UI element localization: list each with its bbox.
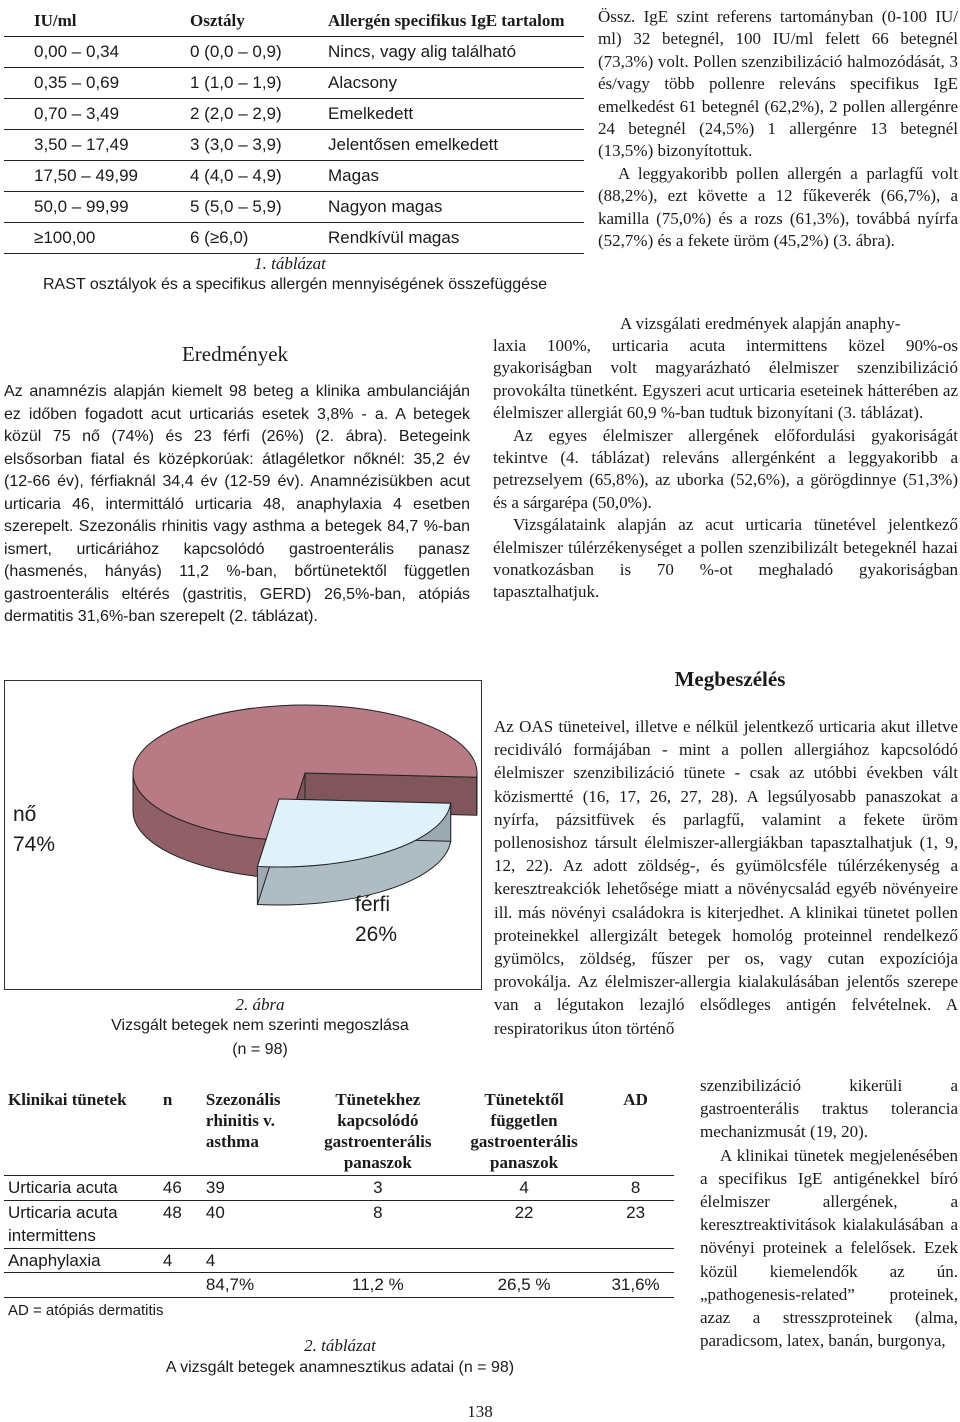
paragraph-anaphylaxia-start: A vizsgálati eredmények alapján anaphy- bbox=[620, 313, 958, 335]
table-cell: 8 bbox=[305, 1200, 451, 1248]
table-cell: Jelentősen emelkedett bbox=[324, 130, 584, 161]
table-header-cell: Osztály bbox=[166, 6, 324, 37]
table-cell: 23 bbox=[597, 1200, 674, 1248]
table-cell: 50,0 – 99,99 bbox=[4, 192, 166, 223]
table-cell: 39 bbox=[202, 1176, 305, 1201]
anamnestic-data-table bbox=[4, 1087, 674, 1298]
results-paragraph bbox=[4, 381, 470, 629]
table-cell: 4 bbox=[159, 1248, 202, 1273]
table-cell: Alacsony bbox=[324, 68, 584, 99]
table-row bbox=[4, 1273, 674, 1298]
table-row bbox=[4, 130, 584, 161]
section-heading-results: Eredmények bbox=[0, 342, 470, 367]
table2-caption-number: 2. táblázat bbox=[140, 1336, 540, 1356]
table-header-cell: AD bbox=[597, 1087, 674, 1176]
table-cell: 6 (≥6,0) bbox=[166, 223, 324, 254]
table-cell bbox=[159, 1273, 202, 1298]
table-row bbox=[4, 223, 584, 254]
table-cell: 3 (3,0 – 3,9) bbox=[166, 130, 324, 161]
table-row bbox=[4, 68, 584, 99]
anamnestic-table-body bbox=[4, 1176, 674, 1298]
table-cell: 5 (5,0 – 5,9) bbox=[166, 192, 324, 223]
table-cell: 48 bbox=[159, 1200, 202, 1248]
table1-caption-text: RAST osztályok és a specifikus allergén mennyiségének összefüggése bbox=[0, 276, 590, 294]
table-cell: 3,50 – 17,49 bbox=[4, 130, 166, 161]
table-header-cell: Klinikai tünetek bbox=[4, 1087, 159, 1176]
figure-2-caption-number: 2. ábra bbox=[40, 995, 480, 1015]
discussion-paragraph-1-cont: szenzibilizáció kikerüli a gastroenterális traktus tolerancia mechanizmusát (19, 20). bbox=[700, 1074, 958, 1144]
table-cell: 17,50 – 49,99 bbox=[4, 161, 166, 192]
table-header-row bbox=[4, 1087, 674, 1176]
table-cell bbox=[4, 1273, 159, 1298]
table-cell: 22 bbox=[451, 1200, 597, 1248]
table-cell: Magas bbox=[324, 161, 584, 192]
table1-caption-number: 1. táblázat bbox=[0, 254, 580, 274]
table-row bbox=[4, 37, 584, 68]
right-column-mid bbox=[493, 335, 958, 604]
table2-caption-text: A vizsgált betegek anamnesztikus adatai (n = 98) bbox=[100, 1359, 580, 1377]
table2-footnote: AD = atópiás dermatitis bbox=[8, 1302, 164, 1319]
table-cell: Emelkedett bbox=[324, 99, 584, 130]
table-header-cell: n bbox=[159, 1087, 202, 1176]
paragraph-food-allergens: Az egyes élelmiszer allergének előfordulási gyakoriságát tekintve (4. táblázat) releváns allergénként a leggyakoribb a petrezselyem (65,8%), az uborka (52,6%), a görögdinnye (51,3%) és a sárgarépa (50,0%). bbox=[493, 425, 958, 515]
table-header-cell: Tünetektől független gastroenterális panaszok bbox=[451, 1087, 597, 1176]
results-text: Az anamnézis alapján kiemelt 98 beteg a klinika ambulanciáján ez időben fogadott acut urticariás esetek 3,8% - a. A betegek közül 75 nő (74%) és 23 férfi (26%) (2. ábra). Betegeink elsősorban fiatal és középkorúak: átlagéletkor nőknél: 35,2 év (12-66 év), férfiaknál 34,4 év (12-59 év). Anamnézisükben acut urticaria 46, intermittáló urticaria 48, anaphylaxia 4 esetben szerepelt. Szezonális rhinitis vagy asthma a betegek 84,7 %-ban ismert, urticáriához kapcsolódó gastroenterális panasz (hasmenés, hányás) 11,2 %-ban, bőrtünetektől független gastroenterális eltérés (gastritis, GERD) 26,5%-ban, atópiás dermatitis 31,6%-ban szerepelt (2. táblázat). bbox=[4, 383, 470, 625]
table-cell: Nincs, vagy alig található bbox=[324, 37, 584, 68]
paragraph-conclusion: Vizsgálataink alapján az acut urticaria tünetével jelentkező élelmiszer túlérzékenységet a pollen szenzibilizált betegeknél hazai vonatkozásban is 70 %-ot meghaladó gyakoriságban tapasztalhatjuk. bbox=[493, 514, 958, 604]
table-row bbox=[4, 161, 584, 192]
figure-2-caption-n: (n = 98) bbox=[40, 1041, 480, 1059]
table-cell bbox=[305, 1248, 451, 1273]
discussion-paragraph-1: Az OAS tüneteivel, illetve e nélkül jelentkező urticaria akut illetve recidiváló formájában - mint a pollen allergiához kapcsolódó élelmiszer szenzibilizáció tünete - csak az utóbbi években vált közismertté (16, 17, 26, 27, 28). A legsúlyosabb panaszokat a nyírfa, pázsitfüvek és parlagfű, valamint a fekete üröm pollenosishoz társult élelmiszer-allergiákban tapasztalhatjuk (1, 9, 12, 22). Az adott zöldség-, és gyümölcsféle túlérzékenység a keresztreakciók lehetősége miatt a növénycsalád egyéb növényeire ill. más növényi családokra is kiterjedhet. A klinikai tünetet pollen proteinekkel allergizált betegek homológ proteinnel rendelkező gyümölcs, zöldség, fűszer per os, vagy cutan expozíciója provokálja. Az élelmiszer-allergia kialakulásában jelentős szerepe van a légutakon lezajló elsődleges antigén felvételnek. A respiratorikus úton történő bbox=[494, 715, 958, 1040]
table-cell: 8 bbox=[597, 1176, 674, 1201]
table-cell: 4 bbox=[451, 1176, 597, 1201]
table-cell: Anaphylaxia bbox=[4, 1248, 159, 1273]
table-header-cell: IU/ml bbox=[4, 6, 166, 37]
gender-pie-chart bbox=[5, 681, 481, 989]
section-heading-discussion: Megbeszélés bbox=[610, 667, 850, 692]
table-cell: 0 (0,0 – 0,9) bbox=[166, 37, 324, 68]
discussion-text-narrow bbox=[700, 1074, 958, 1352]
table-header-cell: Szezonális rhinitis v. asthma bbox=[202, 1087, 305, 1176]
table-cell: 0,35 – 0,69 bbox=[4, 68, 166, 99]
table-cell: Urticaria acuta intermittens bbox=[4, 1200, 159, 1248]
table-header-cell: Allergén specifikus IgE tartalom bbox=[324, 6, 584, 37]
page-number: 138 bbox=[440, 1402, 520, 1422]
table-row bbox=[4, 99, 584, 130]
table-row bbox=[4, 192, 584, 223]
table-cell: 40 bbox=[202, 1200, 305, 1248]
table-cell bbox=[451, 1248, 597, 1273]
pie-label: 74% bbox=[13, 833, 55, 856]
table-header-cell: Tünetekhez kapcsolódó gastroenterális panaszok bbox=[305, 1087, 451, 1176]
table-cell: 11,2 % bbox=[305, 1273, 451, 1298]
table-header-row bbox=[4, 6, 584, 37]
table-cell: 1 (1,0 – 1,9) bbox=[166, 68, 324, 99]
table-cell: 4 (4,0 – 4,9) bbox=[166, 161, 324, 192]
table-cell: ≥100,00 bbox=[4, 223, 166, 254]
table-cell: 3 bbox=[305, 1176, 451, 1201]
figure-2-frame bbox=[4, 680, 482, 990]
table-cell: 0,70 – 3,49 bbox=[4, 99, 166, 130]
table-cell: 0,00 – 0,34 bbox=[4, 37, 166, 68]
table-cell: Rendkívül magas bbox=[324, 223, 584, 254]
paragraph-ige: Össz. IgE szint referens tartományban (0-100 IU/ ml) 32 betegnél, 100 IU/ml felett 66 betegnél (73,3%) volt. Pollen szenzibilizáció halmozódását, 3 és/vagy több pollenre releváns specifikus IgE emelkedést 61 betegnél (62,2%), 2 pollen allergénre 24 betegnél (24,5%) 1 allergénre 13 betegnél (13,5%) bizonyítottuk. bbox=[598, 6, 958, 163]
rast-class-table bbox=[4, 6, 584, 254]
right-column-top bbox=[598, 6, 958, 252]
pie-label: nő bbox=[13, 803, 36, 826]
table-cell: Urticaria acuta bbox=[4, 1176, 159, 1201]
paragraph-pollen: A leggyakoribb pollen allergén a parlagfű volt (88,2%), ezt követte a 12 fűkeverék (66,7%), a kamilla (75,0%) és a rozs (61,3%), továbbá nyírfa (52,7%) és a fekete üröm (45,2%) (3. ábra). bbox=[598, 163, 958, 253]
table-cell: Nagyon magas bbox=[324, 192, 584, 223]
table-cell: 26,5 % bbox=[451, 1273, 597, 1298]
discussion-paragraph-2: A klinikai tünetek megjelenésében a specifikus IgE antigénekkel bíró élelmiszer allergének, a keresztreaktivitások kialakulásában a növényi proteinek a felelősek. Ezek közül kiemelendők az ún. „pathogenesis-related” proteinek, azaz a stresszproteinek (alma, paradicsom, latex, banán, burgonya, bbox=[700, 1144, 958, 1353]
paragraph-anaphylaxia: laxia 100%, urticaria acuta intermittens közel 90%-os gyakoriságban volt magyarázható élelmiszer szenzibilizáció provokálta tünetként. Egyszeri acut urticaria eseteinek hátterében az élelmiszer allergiát 60,9 %-ban tudtuk bizonyítani (3. táblázat). bbox=[493, 335, 958, 425]
table-row bbox=[4, 1176, 674, 1201]
table-cell: 2 (2,0 – 2,9) bbox=[166, 99, 324, 130]
table-cell: 4 bbox=[202, 1248, 305, 1273]
rast-table-body bbox=[4, 37, 584, 254]
table-row bbox=[4, 1248, 674, 1273]
table-cell bbox=[597, 1248, 674, 1273]
table-row bbox=[4, 1200, 674, 1248]
figure-2-caption-title: Vizsgált betegek nem szerinti megoszlása bbox=[40, 1017, 480, 1035]
table-cell: 31,6% bbox=[597, 1273, 674, 1298]
table-cell: 84,7% bbox=[202, 1273, 305, 1298]
pie-label: férfi bbox=[355, 893, 390, 916]
pie-label: 26% bbox=[355, 923, 397, 946]
table-cell: 46 bbox=[159, 1176, 202, 1201]
